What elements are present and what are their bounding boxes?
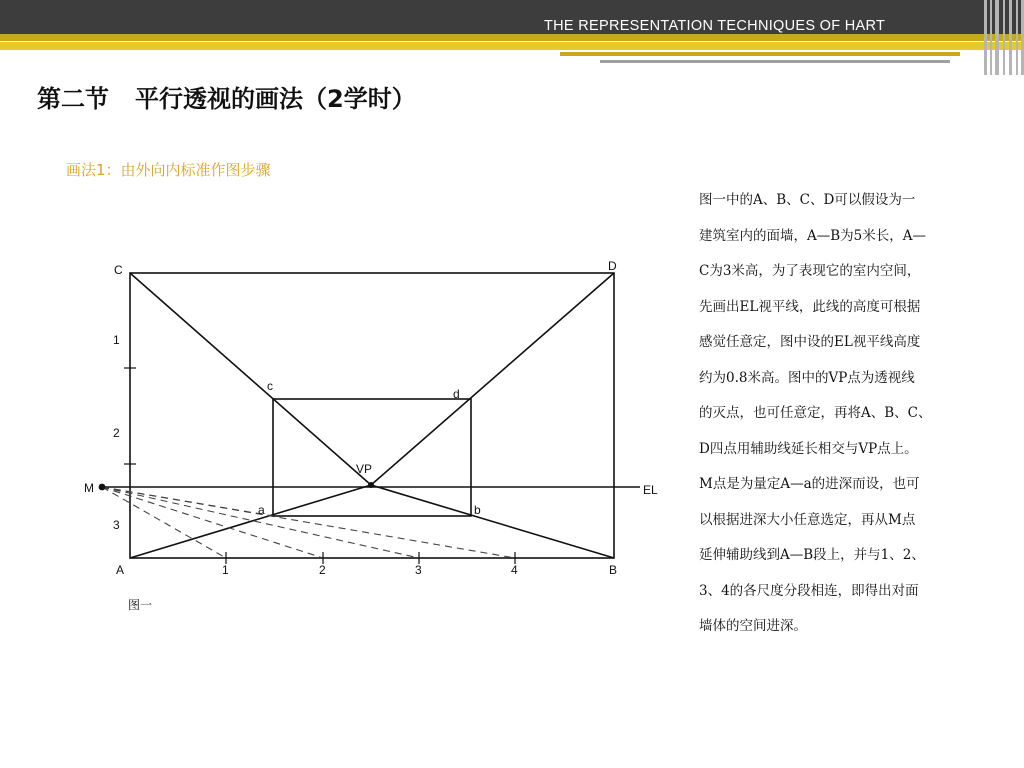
description-line: 以根据进深大小任意选定，再从M点 [699,511,916,528]
label-D: D [608,259,617,273]
header-gold-band [0,42,1024,50]
scale-bottom-3: 3 [415,563,422,577]
label-VP: VP [356,462,373,476]
description-line: 约为0.8米高。图中的VP点为透视线 [699,369,915,386]
point-VP [368,482,374,488]
line-D-VP [371,273,614,485]
page-title [37,79,416,114]
inner-wall-rect [273,399,471,516]
line-A-VP [130,485,371,558]
scale-bottom-4: 4 [511,563,518,577]
header-title: THE REPRESENTATION TECHNIQUES OF HART [544,18,886,34]
description-line: C为3米高，为了表现它的室内空间， [699,263,921,279]
description-line: 先画出EL视平线，此线的高度可根据 [699,298,921,315]
scale-left-3: 3 [113,518,120,532]
scale-bottom-1: 1 [222,563,229,577]
line-B-VP [371,485,614,558]
scale-left-1: 1 [113,333,120,347]
description-line: M点是为量定A—a的进深而设，也可 [699,476,920,492]
header-gray-line [600,60,950,63]
scale-bottom-2: 2 [319,563,326,577]
description-text [699,183,984,645]
section-number: 第二节 [37,85,109,113]
header-vertical-stripes [984,0,1024,75]
description-line: 感觉任意定，图中设的EL视平线高度 [699,334,921,350]
label-A: A [116,563,125,577]
header-gold-stripe [0,34,1024,41]
label-EL: EL [643,483,658,497]
point-M [99,484,106,491]
label-d: d [453,387,460,401]
description-line: 建筑室内的面墙，A—B为5米长，A— [699,227,927,244]
description-line: D四点用辅助线延长相交与VP点上。 [699,440,918,457]
line-C-VP [130,273,371,485]
scale-left-2: 2 [113,426,120,440]
header-accent-line [560,52,960,56]
description-line: 墙体的空间进深。 [699,618,807,634]
figure-caption: 图一 [128,598,153,612]
section-title: 平行透视的画法（2学时） [135,85,416,113]
perspective-diagram [84,248,668,628]
label-a: a [258,503,265,517]
description-line: 延伸辅助线到A—B段上，并与1、2、 [699,547,925,563]
label-C: C [114,263,123,277]
label-b: b [474,503,481,517]
label-c: c [267,379,273,393]
description-line: 3、4的各尺度分段相连，即得出对面 [699,582,919,599]
method-subtitle: 画法1：由外向内标准作图步骤 [66,161,271,179]
description-line: 图一中的A、B、C、D可以假设为一 [699,192,916,208]
label-M: M [84,481,94,495]
label-B: B [609,563,618,577]
description-line: 的灭点，也可任意定，再将A、B、C、 [699,405,932,421]
